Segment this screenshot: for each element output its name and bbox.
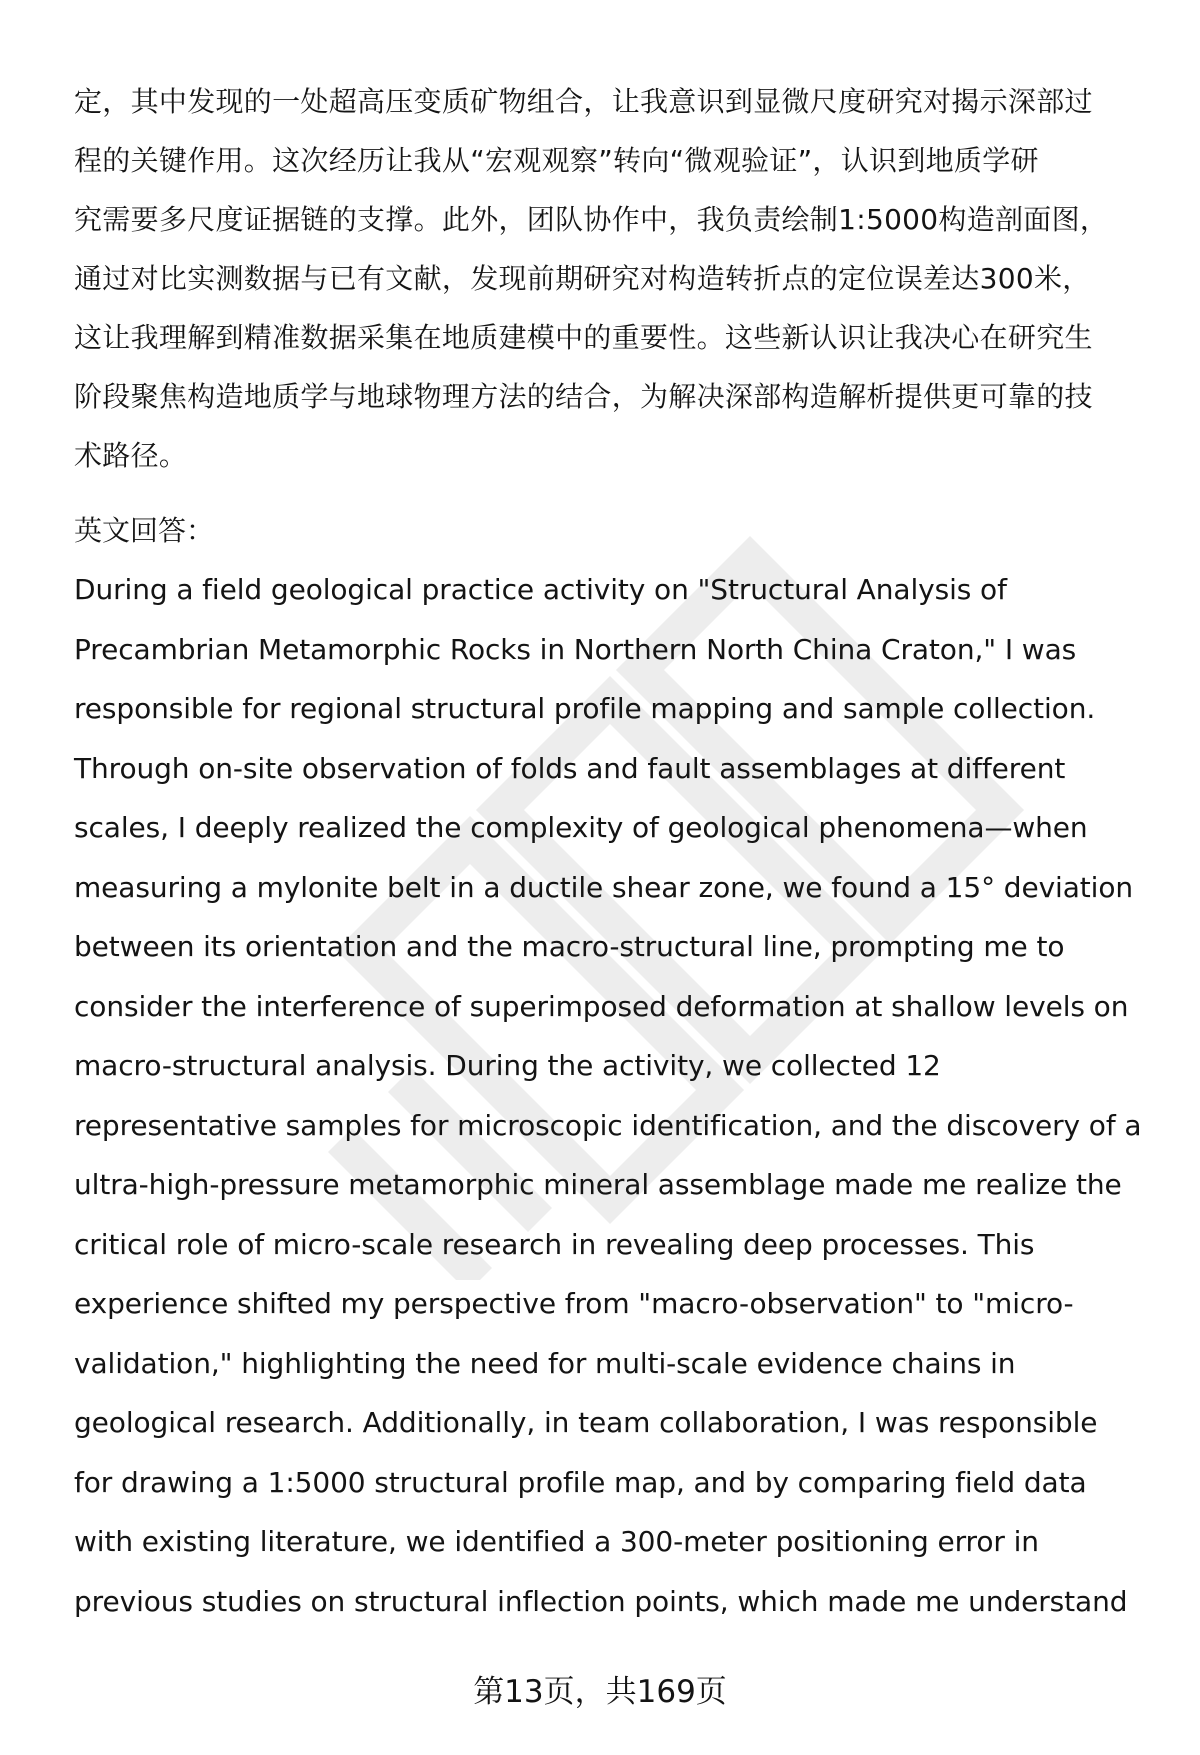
english-answer-paragraph: During a field geological practice activity on "Structural Analysis of Precambrian Metamorphic Rocks in Northern North China Craton," I was responsible for regional structural profile mapping and sample collection. Through on-site observation of folds and fault assemblages at different scales, I deeply realized the complexity of geological phenomena—when measuring a mylonite belt in a ductile shear zone, we found a 15° deviation between its orientation and the macro-structural line, prompting me to consider the interference of superimposed deformation at shallow levels on macro-structural analysis. During the activity, we collected 12 representative samples for microscopic identification, and the discovery of a ultra-high-pressure metamorphic mineral assemblage made me realize the critical role of micro-scale research in revealing deep processes. This experience shifted my perspective from "macro-observation" to "micro- validation," highlighting the need for multi-scale evidence chains in geological research. Additionally, in team collaboration, I was responsible for drawing a 1:5000 structural profile map, and by comparing field data with existing literature, we identified a 300-meter positioning error in previous studies on structural inflection points, which made me understand [74, 573, 1142, 1618]
page-number-footer: 第13页，共169页 [473, 1674, 727, 1710]
chinese-answer-paragraph: 定，其中发现的一处超高压变质矿物组合，让我意识到显微尺度研究对揭示深部过 程的关键作用。这次经历让我从“宏观观察”转向“微观验证”，认识到地质学研 究需要多尺度证据链的支撑。此外，团队协作中，我负责绘制1:5000构造剖面图， 通过对比实测数据与已有文献，发现前期研究对构造转折点的定位误差达300米， 这让我理解到精准数据采集在地质建模中的重要性。这些新认识让我决心在研究生 阶段聚焦构造地质学与地球物理方法的结合，为解决深部构造解析提供更可靠的技 术路径。 [74, 85, 1109, 472]
page-content [74, 72, 1154, 1631]
english-answer-heading: 英文回答： [74, 514, 215, 547]
